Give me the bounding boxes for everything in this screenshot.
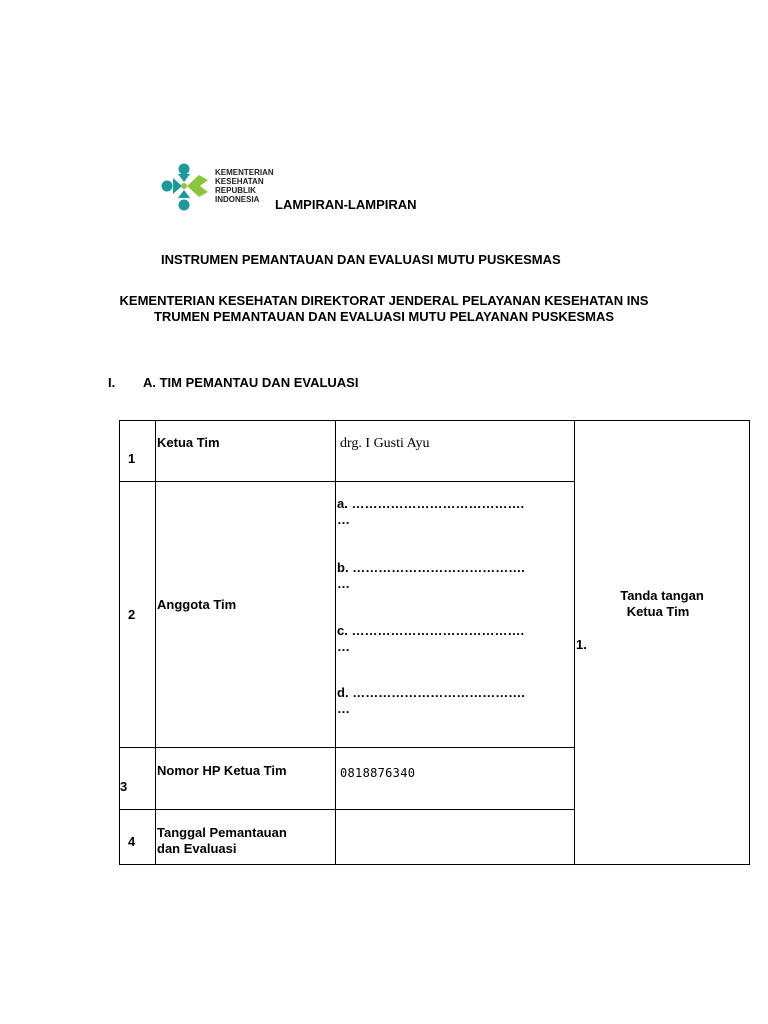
- row-label-line2: dan Evaluasi: [157, 841, 237, 856]
- value-cell: [336, 748, 575, 810]
- member-letter: a.: [337, 496, 348, 511]
- label-cell: [156, 748, 336, 810]
- member-b: [337, 560, 525, 592]
- kemenkes-logo-icon: [160, 162, 214, 212]
- label-cell: [156, 482, 336, 748]
- member-dots-tail: …: [337, 512, 350, 527]
- logo-line: REPUBLIK: [215, 186, 256, 195]
- member-dots: ………………………………….: [351, 496, 525, 511]
- logo-line: KEMENTERIAN: [215, 168, 274, 177]
- row-label: Nomor HP Ketua Tim: [157, 763, 287, 778]
- row-label-line1: Tanggal Pemantauan: [157, 825, 287, 840]
- row-number: 4: [128, 834, 136, 849]
- member-dots-tail: …: [337, 701, 350, 716]
- row-number-cell: [120, 421, 156, 482]
- row-number: 3: [120, 779, 128, 794]
- value-cell: [336, 421, 575, 482]
- row-label: [157, 825, 287, 857]
- member-letter: c.: [337, 623, 348, 638]
- row-number-cell: [120, 810, 156, 865]
- ministry-title-line1: KEMENTERIAN KESEHATAN DIREKTORAT JENDERAL PELAYANAN KESEHATAN INS: [119, 293, 649, 308]
- row-number: 2: [128, 607, 136, 622]
- row-label: Ketua Tim: [157, 435, 220, 450]
- kemenkes-logo: [160, 162, 280, 212]
- logo-line: KESEHATAN: [215, 177, 264, 186]
- member-dots: ………………………………….: [352, 685, 525, 700]
- evaluation-date-value: [336, 810, 575, 865]
- member-letter: d.: [337, 685, 349, 700]
- signature-label-line2: Ketua Tim: [626, 604, 690, 619]
- section-title: A. TIM PEMANTAU DAN EVALUASI: [143, 375, 359, 390]
- signature-number: 1.: [576, 637, 587, 652]
- appendix-title: LAMPIRAN-LAMPIRAN: [275, 197, 417, 212]
- member-dots-tail: …: [337, 576, 350, 591]
- member-d: [337, 685, 525, 717]
- label-cell: [156, 421, 336, 482]
- label-cell: [156, 810, 336, 865]
- member-a: [337, 496, 524, 528]
- leader-phone: 0818876340: [340, 766, 416, 780]
- logo-line: INDONESIA: [215, 195, 260, 204]
- logo-text: [215, 168, 274, 204]
- signature-label-line1: Tanda tangan: [620, 588, 704, 603]
- row-number-cell: [120, 482, 156, 748]
- section-roman-numeral: I.: [108, 375, 116, 390]
- signature-label: [575, 588, 749, 620]
- member-c: [337, 623, 524, 655]
- member-letter: b.: [337, 560, 349, 575]
- row-number: 1: [128, 451, 136, 466]
- instrument-title: INSTRUMEN PEMANTAUAN DAN EVALUASI MUTU PUSKESMAS: [161, 252, 561, 267]
- team-table: [119, 420, 750, 865]
- ministry-title-line2: TRUMEN PEMANTAUAN DAN EVALUASI MUTU PELAYANAN PUSKESMAS: [153, 309, 615, 324]
- member-dots: ………………………………….: [351, 623, 525, 638]
- row-number-cell: [120, 748, 156, 810]
- member-dots: ………………………………….: [352, 560, 525, 575]
- table-row: [120, 421, 750, 482]
- row-label: Anggota Tim: [157, 597, 237, 612]
- members-cell: [336, 482, 575, 748]
- signature-cell: [575, 421, 750, 865]
- member-dots-tail: …: [337, 639, 350, 654]
- leader-name: drg. I Gusti Ayu: [340, 436, 430, 451]
